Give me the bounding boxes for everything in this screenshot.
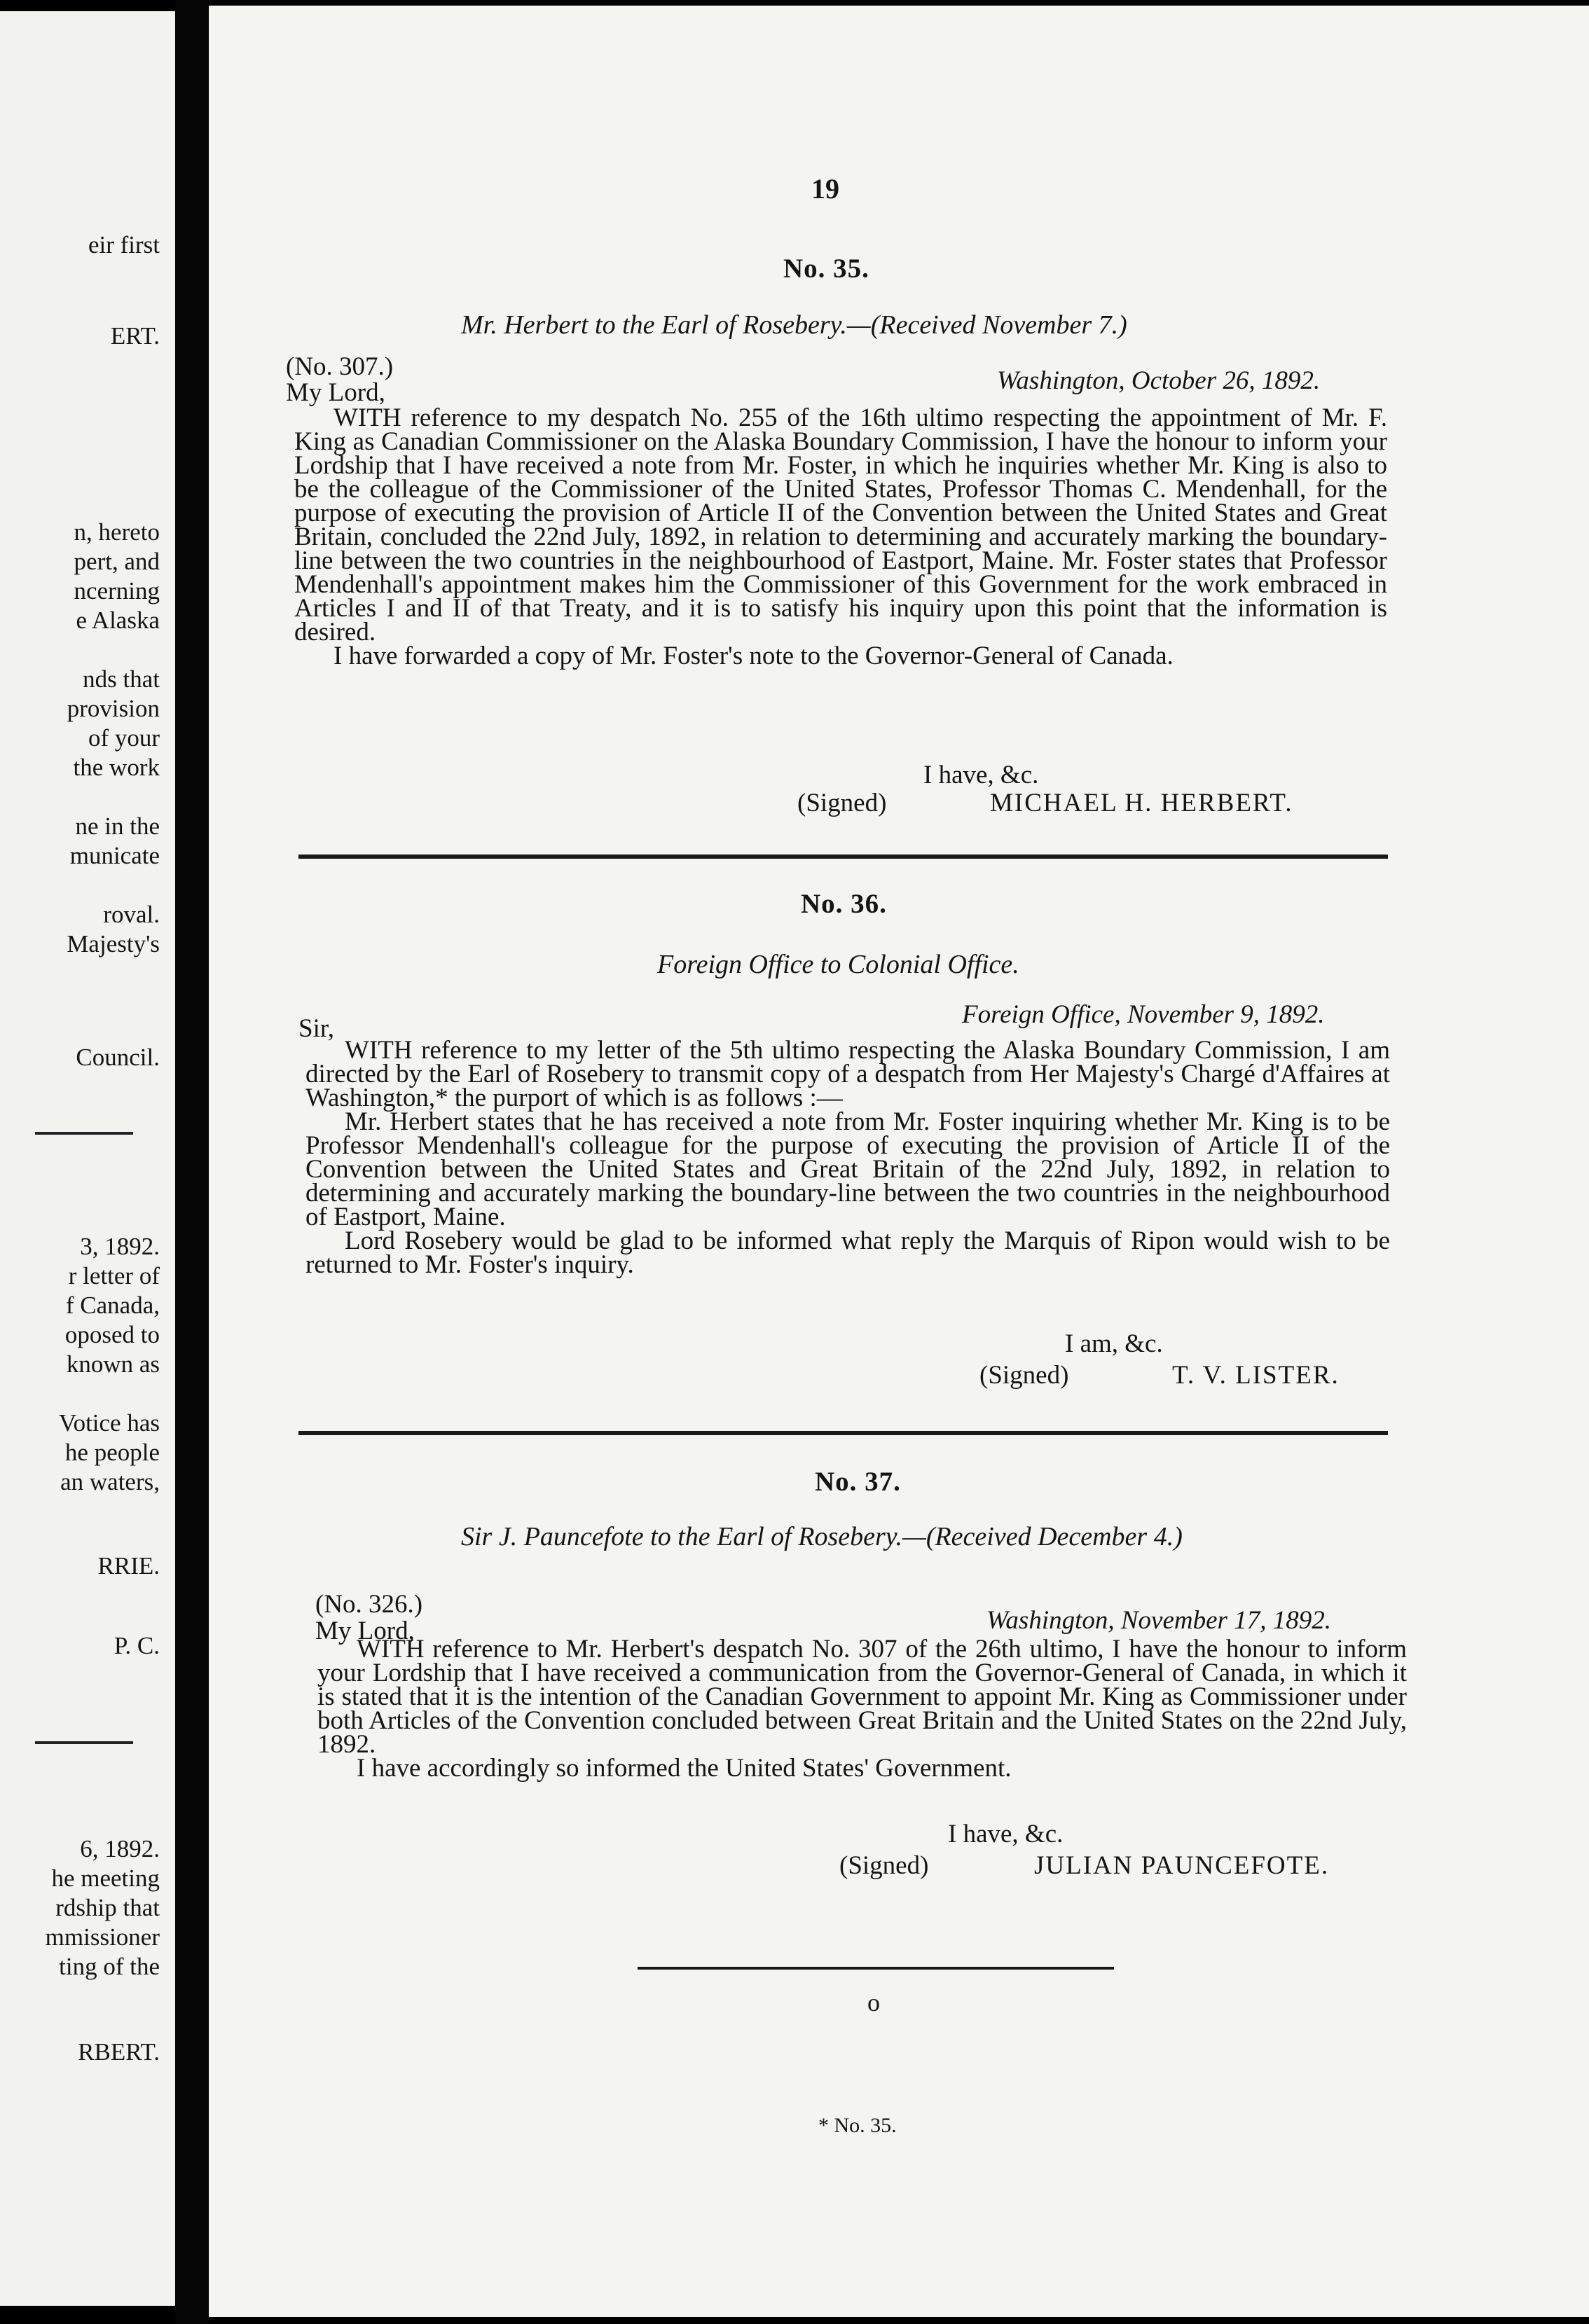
closing: I am, &c. — [1065, 1329, 1163, 1358]
left-page-text-line: roval. — [103, 901, 160, 928]
left-page-text-line: the work — [73, 754, 160, 781]
received-date: (Received December 4.) — [926, 1522, 1183, 1551]
left-page-rule — [35, 1132, 133, 1135]
body-paragraph: I have forwarded a copy of Mr. Foster's note to the Governor-General of Canada. — [333, 642, 1174, 670]
heading-text: Mr. Herbert to the Earl of Rosebery.— — [461, 310, 871, 340]
left-page-text-line: nds that — [83, 665, 160, 693]
letter-body — [294, 403, 1387, 670]
left-page-text-line: oposed to — [64, 1321, 160, 1348]
left-page-text-line: Votice has — [58, 1409, 160, 1437]
closing: I have, &c. — [923, 761, 1039, 789]
document-title: No. 36. — [801, 889, 887, 919]
left-page-text-line: e Alaska — [76, 607, 160, 634]
book-gutter — [175, 0, 209, 2324]
salutation: My Lord, — [286, 378, 385, 407]
signed-label: (Signed) — [839, 1851, 929, 1880]
section-divider — [298, 855, 1388, 859]
body-paragraph: I have accordingly so informed the United States' Government. — [357, 1754, 1012, 1783]
place-date: Washington, October 26, 1892. — [997, 366, 1321, 395]
signed-label: (Signed) — [979, 1361, 1069, 1390]
left-page-text-line: 6, 1892. — [80, 1835, 160, 1862]
left-page-text-line: n, hereto — [74, 518, 160, 546]
place-date: Foreign Office, November 9, 1892. — [962, 1000, 1325, 1029]
closing: I have, &c. — [948, 1820, 1064, 1848]
left-page-text-line: provision — [67, 695, 160, 722]
left-page-text-line: ncerning — [74, 577, 160, 604]
body-paragraph: WITH reference to my letter of the 5th ultimo respecting the Alaska Boundary Commission, I am directed by the Earl of Rosebery to transmit copy of a despatch from Her Majesty's Chargé d'Affaires at Washington,* the purport of which is as follows :— — [305, 1036, 1390, 1112]
received-date: (Received November 7.) — [870, 310, 1127, 340]
place-date: Washington, November 17, 1892. — [986, 1606, 1331, 1635]
end-mark: o — [867, 1988, 880, 2017]
page-number: 19 — [811, 173, 839, 205]
signer-name: MICHAEL H. HERBERT. — [990, 789, 1293, 817]
left-page-text-line: ERT. — [110, 322, 160, 350]
body-paragraph: WITH reference to Mr. Herbert's despatch No. 307 of the 26th ultimo, I have the honour to inform your Lordship that I have received a communication from the Governor-General of Canada, in which it is stated that it is the intention of the Canadian Government to appoint Mr. King as Commissioner under both Articles of the Convention concluded between Great Britain and the United States on the 22nd July, 1892. — [317, 1635, 1407, 1759]
reference-number: (No. 307.) — [286, 352, 394, 381]
document-heading: Foreign Office to Colonial Office. — [657, 950, 1019, 979]
left-page-text-line: an waters, — [60, 1468, 160, 1495]
document-heading — [461, 1522, 1183, 1551]
document-title: No. 35. — [783, 254, 869, 284]
left-page-text-line: ting of the — [59, 1953, 160, 1980]
left-page-text-line: pert, and — [74, 548, 160, 575]
left-page-text-line: municate — [69, 842, 160, 869]
body-paragraph: Mr. Herbert states that he has received a note from Mr. Foster inquiring whether Mr. King is to be Professor Mendenhall's colleague for the purpose of executing the provision of Article II of the Convention between the United States and Great Britain of the 22nd July, 1892, in relation to determining and accurately marking the boundary-line between the two countries in the neighbourhood of Eastport, Maine. — [305, 1107, 1390, 1231]
letter-body — [305, 1036, 1390, 1279]
left-page-text-line: Council. — [76, 1044, 160, 1071]
letter-body — [317, 1635, 1407, 1783]
document-page — [209, 6, 1589, 2317]
salutation: My Lord, — [315, 1617, 415, 1645]
salutation: Sir, — [298, 1014, 334, 1043]
footnote: * No. 35. — [818, 2114, 897, 2137]
left-page-text-line: RRIE. — [97, 1552, 160, 1579]
left-page-text-line: r letter of — [68, 1262, 160, 1289]
left-page-text-line: of your — [88, 724, 160, 752]
left-page-text-line: ne in the — [75, 812, 160, 840]
left-page-text-line: RBERT. — [78, 2038, 160, 2066]
document-title: No. 37. — [815, 1467, 901, 1497]
end-rule — [638, 1967, 1114, 1970]
body-paragraph: WITH reference to my despatch No. 255 of the 16th ultimo respecting the appointment of Mr. F. King as Canadian Commissioner on the Alaska Boundary Commission, I have the honour to inform your Lordship that I have received a note from Mr. Foster, in which he inquiries whether Mr. King is also to be the colleague of the Commissioner of the United States, Professor Thomas C. Mendenhall, for the purpose of executing the provision of Article II of the Convention between the United States and Great Britain, concluded the 22nd July, 1892, in relation to determining and accurately marking the boundary-line between the two countries in the neighbourhood of Eastport, Maine. Mr. Foster states that Professor Mendenhall's appointment makes him the Commissioner of this Government for the work embraced in Articles I and II of that Treaty, and it is to satisfy his inquiry upon this point that the information is desired. — [294, 403, 1387, 646]
left-page-text-line: he people — [64, 1439, 160, 1466]
left-page-text-line: f Canada, — [65, 1292, 160, 1319]
left-page-text-line: mmissioner — [45, 1923, 160, 1951]
left-page-text-line: P. C. — [114, 1632, 160, 1659]
left-page-text-line: rdship that — [55, 1894, 160, 1921]
document-heading — [461, 310, 1127, 340]
signer-name: JULIAN PAUNCEFOTE. — [1034, 1851, 1330, 1880]
left-page-text-line: he meeting — [51, 1865, 160, 1892]
body-paragraph: Lord Rosebery would be glad to be informed what reply the Marquis of Ripon would wish to be returned to Mr. Foster's inquiry. — [305, 1226, 1390, 1279]
left-page-text-line: known as — [66, 1350, 160, 1378]
signed-label: (Signed) — [797, 789, 887, 817]
left-page-rule — [35, 1741, 133, 1744]
left-page-text-line: eir first — [88, 231, 160, 258]
signer-name: T. V. LISTER. — [1172, 1361, 1340, 1390]
left-page-text-line: 3, 1892. — [80, 1233, 160, 1260]
reference-number: (No. 326.) — [315, 1590, 423, 1619]
left-page-fragment — [0, 11, 175, 2306]
heading-text: Sir J. Pauncefote to the Earl of Rosebery.— — [461, 1522, 926, 1551]
left-page-text-line: Majesty's — [67, 930, 160, 957]
section-divider — [298, 1431, 1388, 1435]
